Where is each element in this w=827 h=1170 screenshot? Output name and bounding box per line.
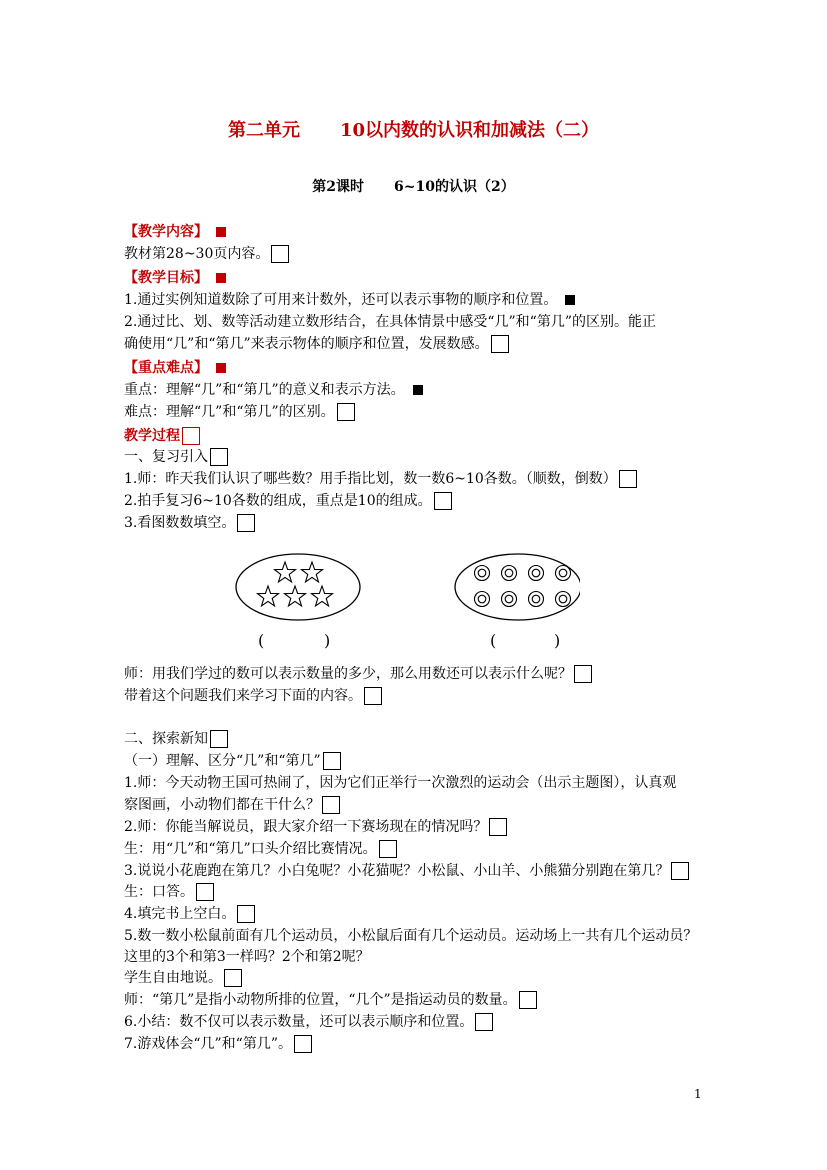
review-line-1: 1.师：昨天我们认识了哪些数？用手指比划，数一数6~10各数。（顺数，倒数）: [124, 469, 637, 489]
ring-icon: [556, 592, 571, 607]
key-heading: 【重点难点】: [124, 358, 226, 378]
ring-icon: [556, 566, 571, 581]
teacher-line-1: 师：用我们学过的数可以表示数量的多少，那么用数还可以表示什么呢？: [124, 664, 592, 684]
checkbox-icon: [434, 492, 452, 510]
review-line-2: 2.拍手复习6~10各数的组成，重点是10的组成。: [124, 491, 452, 511]
goal-line-2b: 确使用“几”和“第几”来表示物体的顺序和位置，发展数感。: [124, 334, 509, 354]
explore-line-5a: 5.数一数小松鼠前面有几个运动员，小松鼠后面有几个运动员。运动场上一共有几个运动员？: [124, 928, 698, 944]
ring-icon: [475, 592, 490, 607]
explore-line-5s: 学生自由地说。: [124, 968, 242, 988]
checkbox-icon: [237, 905, 255, 923]
red-checkbox-icon: [182, 427, 200, 445]
review-line-3: 3.看图数数填空。: [124, 513, 255, 533]
checkbox-icon: [491, 335, 509, 353]
rings-oval: [455, 554, 580, 620]
goal-line-1: 1.通过实例知道数除了可用来计数外，还可以表示事物的顺序和位置。: [124, 290, 575, 310]
goal-line-2a: 2.通过比、划、数等活动建立数形结合，在具体情景中感受“几”和“第几”的区别。能正: [124, 314, 656, 330]
answer-paren-right-2: ): [554, 631, 561, 650]
page-title: [0, 116, 827, 142]
subtitle-lesson: 第2课时: [312, 179, 365, 195]
checkbox-icon: [323, 752, 341, 770]
ring-icon: [529, 566, 544, 581]
red-square-icon: [216, 227, 226, 237]
ring-icon: [502, 566, 517, 581]
ring-icon: [475, 566, 490, 581]
stars-oval: [236, 554, 360, 620]
checkbox-icon: [619, 470, 637, 488]
explore-line-3: 3.说说小花鹿跑在第几？小白兔呢？小花猫呢？小松鼠、小山羊、小熊猫分别跑在第几？: [124, 861, 689, 881]
goal-heading: 【教学目标】: [124, 268, 226, 288]
explore-line-5t: 师：“第几”是指小动物所排的位置，“几个”是指运动员的数量。: [124, 990, 537, 1010]
title-topic: 10以内数的认识和加减法（二）: [339, 120, 600, 141]
checkbox-icon: [379, 840, 397, 858]
content-heading: 【教学内容】: [124, 222, 226, 242]
content-line: 教材第28~30页内容。: [124, 244, 289, 264]
explore-line-5b: 这里的3个和第3一样吗？2个和第2呢？: [124, 949, 370, 965]
page-number: 1: [694, 1087, 702, 1101]
explore-line-2: 2.师：你能当解说员，跟大家介绍一下赛场现在的情况吗？: [124, 817, 507, 837]
answer-paren-right-1: ): [324, 631, 331, 650]
checkbox-icon: [322, 796, 340, 814]
explore-line-7: 7.游戏体会“几”和“第几”。: [124, 1034, 312, 1054]
checkbox-icon: [364, 687, 382, 705]
ring-icon: [502, 592, 517, 607]
explore-line-1b: 察图画，小动物们都在干什么？: [124, 795, 340, 815]
review-heading: 一、复习引入: [124, 447, 228, 467]
star-icon: [285, 586, 306, 606]
checkbox-icon: [671, 862, 689, 880]
checkbox-icon: [475, 1013, 493, 1031]
checkbox-icon: [519, 991, 537, 1009]
black-square-icon: [413, 385, 423, 395]
star-icon: [302, 562, 323, 582]
checkbox-icon: [237, 514, 255, 532]
star-icon: [275, 562, 296, 582]
star-icon: [258, 586, 279, 606]
teacher-line-2: 带着这个问题我们来学习下面的内容。: [124, 686, 382, 706]
count-figure: [230, 548, 580, 628]
key-line-2: 难点：理解“几”和“第几”的区别。: [124, 402, 355, 422]
explore-line-4: 4.填完书上空白。: [124, 904, 255, 924]
key-line-1: 重点：理解“几”和“第几”的意义和表示方法。: [124, 380, 423, 400]
checkbox-icon: [210, 448, 228, 466]
explore-line-6: 6.小结：数不仅可以表示数量，还可以表示顺序和位置。: [124, 1012, 493, 1032]
checkbox-icon: [196, 883, 214, 901]
lesson-subtitle: [0, 176, 827, 196]
checkbox-icon: [271, 245, 289, 263]
black-square-icon: [565, 295, 575, 305]
checkbox-icon: [294, 1035, 312, 1053]
red-square-icon: [216, 273, 226, 283]
title-unit: 第二单元: [227, 120, 300, 141]
answer-paren-left-1: (: [258, 631, 265, 650]
checkbox-icon: [489, 818, 507, 836]
subtitle-topic: 6~10的认识（2）: [394, 179, 515, 195]
checkbox-icon: [574, 665, 592, 683]
explore-line-2s: 生：用“几”和“第几”口头介绍比赛情况。: [124, 839, 397, 859]
star-icon: [312, 586, 333, 606]
process-heading: 教学过程: [124, 426, 200, 446]
explore-line-3s: 生：口答。: [124, 882, 214, 902]
checkbox-icon: [337, 403, 355, 421]
explore-heading: 二、探索新知: [124, 729, 228, 749]
answer-paren-left-2: (: [490, 631, 497, 650]
explore-sub-heading: （一）理解、区分“几”和“第几”: [124, 751, 341, 771]
checkbox-icon: [224, 969, 242, 987]
explore-line-1a: 1.师：今天动物王国可热闹了，因为它们正举行一次激烈的运动会（出示主题图），认真观: [124, 775, 677, 791]
ring-icon: [529, 592, 544, 607]
checkbox-icon: [210, 730, 228, 748]
red-square-icon: [216, 363, 226, 373]
